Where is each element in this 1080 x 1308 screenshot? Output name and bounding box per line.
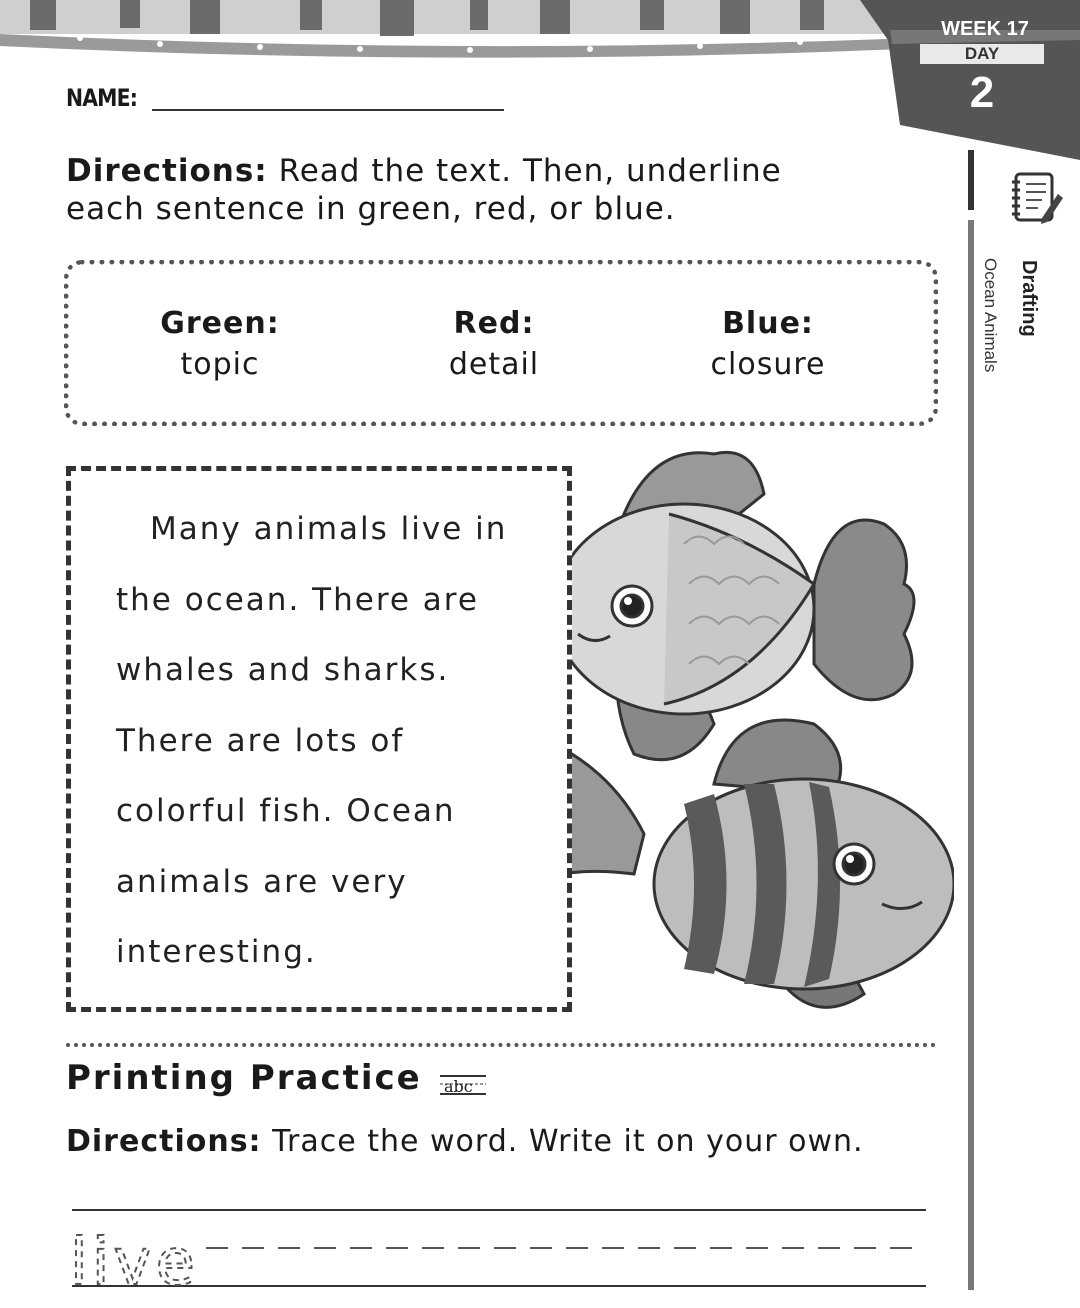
- abc-lines-icon: [438, 1068, 488, 1098]
- svg-text:abc: abc: [444, 1077, 473, 1096]
- practice-directions-label: Directions:: [66, 1124, 262, 1159]
- practice-directions-text: Trace the word. Write it on your own.: [272, 1124, 864, 1159]
- practice-directions: [66, 1124, 864, 1159]
- week-label: WEEK 17: [941, 18, 1029, 40]
- directions-label: Directions:: [66, 153, 268, 189]
- passage-line: Many animals live in: [150, 511, 508, 547]
- skill-label: Drafting: [1018, 260, 1040, 337]
- passage-text[interactable]: [116, 504, 546, 998]
- name-write-line[interactable]: [152, 109, 504, 111]
- passage-line: interesting.: [116, 934, 317, 970]
- passage-line: There are lots of: [116, 722, 405, 759]
- day-number: 2: [969, 68, 995, 117]
- passage-line: animals are very: [116, 863, 408, 900]
- printing-practice-title: Printing Practice: [66, 1058, 422, 1098]
- passage-line: colorful fish. Ocean: [116, 793, 456, 829]
- directions-text: Read the text. Then, underline each sentence in green, red, or blue.: [66, 153, 782, 227]
- name-label: NAME:: [66, 84, 138, 112]
- key-blue: Blue: closure: [710, 306, 826, 382]
- day-label: DAY: [920, 44, 1044, 64]
- key-green: Green: topic: [160, 306, 280, 382]
- bottom-fish: [520, 720, 954, 1007]
- notebook-pencil-icon: [1008, 168, 1064, 228]
- handwriting-lines[interactable]: [66, 1200, 936, 1300]
- trace-word: live: [70, 1226, 199, 1300]
- topic-label: Ocean Animals: [981, 258, 1000, 373]
- passage-line: the ocean. There are: [116, 581, 479, 618]
- passage-line: whales and sharks.: [116, 652, 450, 688]
- fish-illustration: [514, 434, 954, 1044]
- top-fish: [554, 452, 914, 759]
- directions: [66, 152, 846, 228]
- section-divider: [66, 1043, 936, 1047]
- key-red: Red: detail: [448, 306, 540, 382]
- side-divider: [968, 150, 974, 1290]
